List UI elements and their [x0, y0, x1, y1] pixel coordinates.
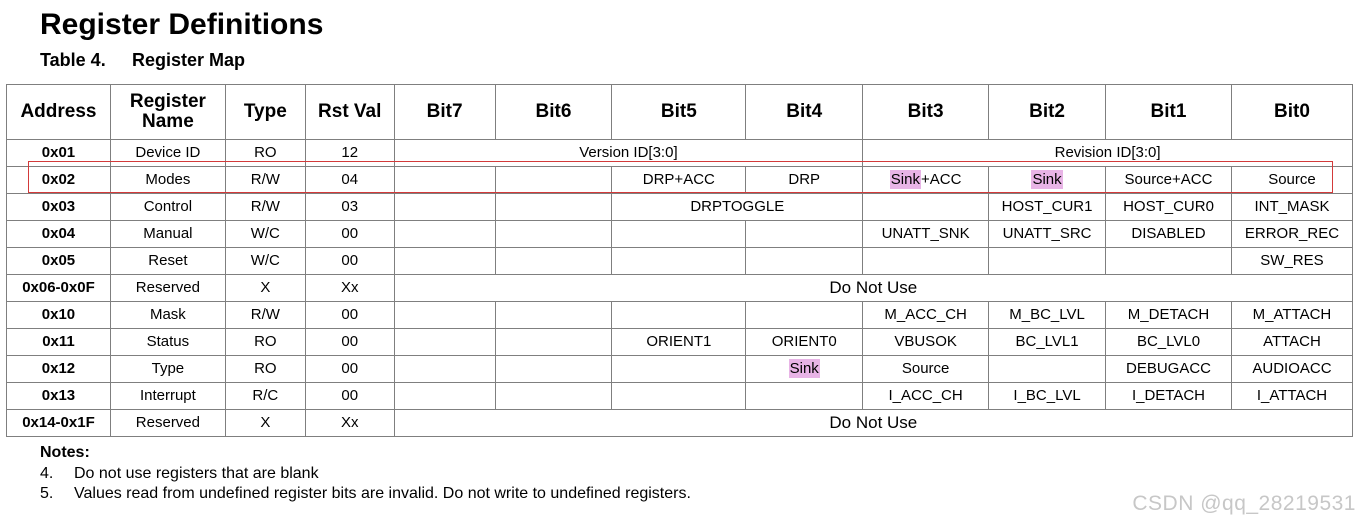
bit-cell — [495, 302, 612, 329]
bit-cell: Source+ACC — [1106, 167, 1232, 194]
notes-heading: Notes: — [40, 444, 90, 461]
type-cell: W/C — [225, 221, 305, 248]
do-not-use-cell: Do Not Use — [394, 275, 1352, 302]
highlighted-text: Sink — [890, 171, 920, 188]
table-row — [7, 356, 1353, 383]
bit-cell: ORIENT0 — [746, 329, 863, 356]
column-header: Bit5 — [612, 85, 746, 140]
table-row — [7, 275, 1353, 302]
reset-value-cell: 00 — [305, 383, 394, 410]
bit-cell: M_ACC_CH — [863, 302, 989, 329]
bit-cell — [746, 383, 863, 410]
address-cell: 0x04 — [7, 221, 111, 248]
register-name-cell: Reserved — [110, 275, 225, 302]
bit-cell: HOST_CUR0 — [1106, 194, 1232, 221]
bit-cell — [746, 356, 863, 383]
reset-value-cell: 00 — [305, 329, 394, 356]
bit-cell: INT_MASK — [1231, 194, 1352, 221]
bit-cell: DRP — [746, 167, 863, 194]
register-name-cell: Reset — [110, 248, 225, 275]
bit-cell — [495, 221, 612, 248]
address-cell: 0x11 — [7, 329, 111, 356]
note-number: 4. — [40, 465, 54, 482]
type-cell: R/W — [225, 302, 305, 329]
reset-value-cell: 04 — [305, 167, 394, 194]
bit-cell — [612, 302, 746, 329]
register-name-cell: Modes — [110, 167, 225, 194]
register-name-cell: Manual — [110, 221, 225, 248]
register-name-cell: Mask — [110, 302, 225, 329]
type-cell: R/W — [225, 194, 305, 221]
bit-cell: DISABLED — [1106, 221, 1232, 248]
note-text: Do not use registers that are blank — [74, 465, 319, 482]
address-cell: 0x12 — [7, 356, 111, 383]
bit-cell — [394, 356, 495, 383]
bit-text: +ACC — [920, 171, 962, 188]
bit-cell — [612, 383, 746, 410]
highlighted-text: Sink — [1032, 171, 1062, 188]
table-caption — [40, 50, 245, 71]
column-header: Bit7 — [394, 85, 495, 140]
type-cell: RO — [225, 140, 305, 167]
column-header: Register Name — [110, 85, 225, 140]
bit-cell — [495, 167, 612, 194]
bit-cell: VBUSOK — [863, 329, 989, 356]
watermark: CSDN @qq_28219531 — [1132, 492, 1356, 515]
bit-cell: UNATT_SRC — [989, 221, 1106, 248]
bit-cell — [394, 383, 495, 410]
bit-cell — [863, 248, 989, 275]
table-row — [7, 410, 1353, 437]
bit-cell — [746, 302, 863, 329]
table-row — [7, 383, 1353, 410]
type-cell: R/W — [225, 167, 305, 194]
table-row — [7, 140, 1353, 167]
address-cell: 0x02 — [7, 167, 111, 194]
register-name-cell: Interrupt — [110, 383, 225, 410]
bit-cell: UNATT_SNK — [863, 221, 989, 248]
column-header: Type — [225, 85, 305, 140]
bit-cell: M_BC_LVL — [989, 302, 1106, 329]
bit-cell — [394, 167, 495, 194]
bit-cell: Revision ID[3:0] — [863, 140, 1353, 167]
bit-cell: I_ATTACH — [1231, 383, 1352, 410]
register-name-cell: Device ID — [110, 140, 225, 167]
bit-cell: Version ID[3:0] — [394, 140, 862, 167]
highlighted-text: Sink — [789, 360, 819, 377]
table-row — [7, 248, 1353, 275]
bit-cell: I_DETACH — [1106, 383, 1232, 410]
bit-cell: I_ACC_CH — [863, 383, 989, 410]
bit-cell — [746, 248, 863, 275]
reset-value-cell: 00 — [305, 248, 394, 275]
type-cell: R/C — [225, 383, 305, 410]
bit-cell: ORIENT1 — [612, 329, 746, 356]
table-row — [7, 302, 1353, 329]
register-name-cell: Type — [110, 356, 225, 383]
bit-cell: ATTACH — [1231, 329, 1352, 356]
column-header: Bit6 — [495, 85, 612, 140]
reset-value-cell: 00 — [305, 221, 394, 248]
bit-cell — [495, 329, 612, 356]
note-item — [40, 484, 691, 504]
bit-cell — [394, 302, 495, 329]
bit-cell — [394, 248, 495, 275]
register-name-cell: Reserved — [110, 410, 225, 437]
bit-cell — [612, 356, 746, 383]
bit-cell — [495, 383, 612, 410]
type-cell: RO — [225, 329, 305, 356]
address-cell: 0x06-0x0F — [7, 275, 111, 302]
reset-value-cell: Xx — [305, 410, 394, 437]
bit-cell: DRPTOGGLE — [612, 194, 863, 221]
type-cell: RO — [225, 356, 305, 383]
reset-value-cell: 12 — [305, 140, 394, 167]
notes-section — [40, 444, 691, 504]
type-cell: W/C — [225, 248, 305, 275]
bit-cell — [863, 167, 989, 194]
bit-cell — [746, 221, 863, 248]
bit-cell: M_ATTACH — [1231, 302, 1352, 329]
bit-cell — [495, 194, 612, 221]
bit-cell — [495, 248, 612, 275]
bit-cell: Source — [863, 356, 989, 383]
table-title: Register Map — [132, 50, 246, 70]
address-cell: 0x05 — [7, 248, 111, 275]
type-cell: X — [225, 275, 305, 302]
bit-cell — [612, 221, 746, 248]
bit-cell: DRP+ACC — [612, 167, 746, 194]
reset-value-cell: Xx — [305, 275, 394, 302]
column-header: Address — [7, 85, 111, 140]
address-cell: 0x03 — [7, 194, 111, 221]
bit-cell — [612, 248, 746, 275]
bit-cell: BC_LVL0 — [1106, 329, 1232, 356]
table-row — [7, 194, 1353, 221]
address-cell: 0x14-0x1F — [7, 410, 111, 437]
column-header: Bit3 — [863, 85, 989, 140]
note-text: Values read from undefined register bits are invalid. Do not write to undefined registers. — [74, 485, 691, 502]
address-cell: 0x13 — [7, 383, 111, 410]
reset-value-cell: 00 — [305, 302, 394, 329]
bit-cell: M_DETACH — [1106, 302, 1232, 329]
address-cell: 0x10 — [7, 302, 111, 329]
column-header: Bit4 — [746, 85, 863, 140]
bit-cell: BC_LVL1 — [989, 329, 1106, 356]
bit-cell: SW_RES — [1231, 248, 1352, 275]
bit-cell — [394, 194, 495, 221]
column-header: Bit2 — [989, 85, 1106, 140]
bit-cell — [394, 329, 495, 356]
table-number: Table 4. — [40, 50, 106, 70]
table-row — [7, 167, 1353, 194]
reset-value-cell: 00 — [305, 356, 394, 383]
table-body — [7, 140, 1353, 437]
bit-cell: AUDIOACC — [1231, 356, 1352, 383]
register-map-table — [6, 84, 1353, 437]
bit-cell: DEBUGACC — [1106, 356, 1232, 383]
bit-cell — [394, 221, 495, 248]
bit-cell — [1106, 248, 1232, 275]
page-title: Register Definitions — [40, 8, 324, 41]
bit-cell — [863, 194, 989, 221]
bit-cell: ERROR_REC — [1231, 221, 1352, 248]
table-row — [7, 329, 1353, 356]
reset-value-cell: 03 — [305, 194, 394, 221]
bit-cell: Source — [1231, 167, 1352, 194]
address-cell: 0x01 — [7, 140, 111, 167]
table-row — [7, 221, 1353, 248]
register-name-cell: Control — [110, 194, 225, 221]
do-not-use-cell: Do Not Use — [394, 410, 1352, 437]
column-header: Rst Val — [305, 85, 394, 140]
register-name-cell: Status — [110, 329, 225, 356]
bit-cell — [989, 248, 1106, 275]
bit-cell: I_BC_LVL — [989, 383, 1106, 410]
bit-cell — [989, 356, 1106, 383]
bit-cell — [495, 356, 612, 383]
header-row — [7, 85, 1353, 140]
bit-cell: HOST_CUR1 — [989, 194, 1106, 221]
note-number: 5. — [40, 485, 54, 502]
column-header: Bit0 — [1231, 85, 1352, 140]
bit-cell — [989, 167, 1106, 194]
column-header: Bit1 — [1106, 85, 1232, 140]
type-cell: X — [225, 410, 305, 437]
note-item — [40, 464, 691, 484]
